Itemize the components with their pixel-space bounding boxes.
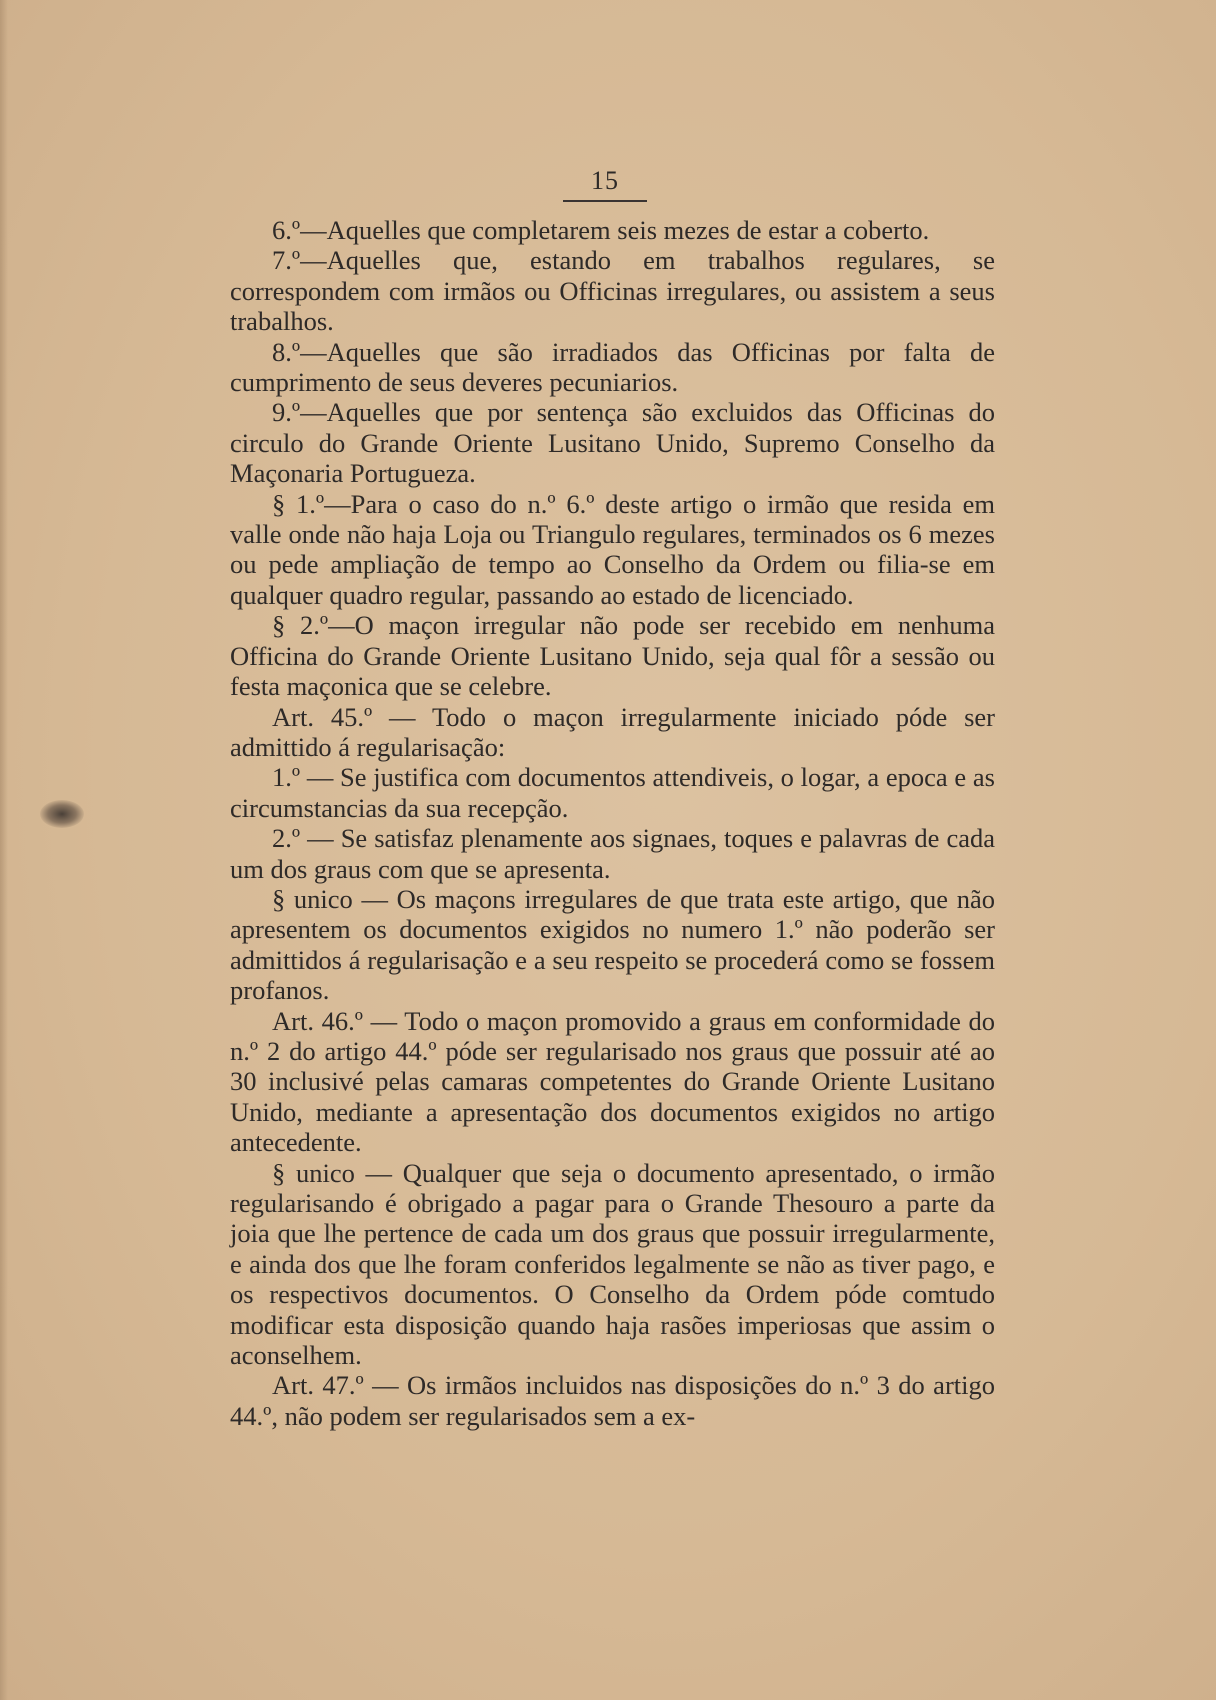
paragraph-item-7: 7.º—Aquelles que, estando em trabalhos regulares, se correspondem com irmãos ou Officinas irregulares, ou assistem a seus trabalhos. bbox=[230, 245, 995, 337]
paragraph-article-47: Art. 47.º — Os irmãos incluidos nas disposições do n.º 3 do artigo 44.º, não podem ser regularisados sem a ex- bbox=[230, 1370, 995, 1431]
page-edge-shadow bbox=[0, 0, 8, 1700]
paragraph-article-45: Art. 45.º — Todo o maçon irregularmente iniciado póde ser admittido á regularisação: bbox=[230, 701, 995, 762]
header-rule bbox=[563, 200, 647, 202]
paragraph-section-2: § 2.º—O maçon irregular não pode ser recebido em nenhuma Officina do Grande Oriente Lusitano Unido, seja qual fôr a sessão ou festa maçonica que se celebre. bbox=[230, 610, 995, 702]
paragraph-item-8: 8.º—Aquelles que são irradiados das Officinas por falta de cumprimento de seus deveres pecuniarios. bbox=[230, 336, 995, 398]
paragraph-section-1: § 1.º—Para o caso do n.º 6.º deste artigo o irmão que resida em valle onde não haja Loja ou Triangulo regulares, terminados os 6 mezes ou pede ampliação de tempo ao Conselho da Ordem ou filia-se em qualquer quadro regular, passando ao estado de licenciado. bbox=[230, 488, 995, 610]
paragraph-art45-item-1: 1.º — Se justifica com documentos attendiveis, o logar, a epoca e as circumstancias da sua recepção. bbox=[230, 762, 995, 823]
paragraph-art46-unico: § unico — Qualquer que seja o documento apresentado, o irmão regularisando é obrigado a pagar para o Grande Thesouro a parte da joia que lhe pertence de cada um dos graus que possuir irregularmente, e ainda dos que lhe foram conferidos legalmente se não as tiver pago, e os respectivos documentos. O Conselho da Ordem póde comtudo modificar esta disposição quando haja rasões imperiosas que assim o aconselhem. bbox=[230, 1157, 995, 1371]
page-header bbox=[560, 166, 650, 202]
paragraph-art45-item-2: 2.º — Se satisfaz plenamente aos signaes, toques e palavras de cada um dos graus com que se apresenta. bbox=[230, 823, 995, 884]
ink-stain bbox=[40, 800, 84, 828]
page-number: 15 bbox=[591, 166, 619, 195]
paragraph-item-6: 6.º—Aquelles que completarem seis mezes de estar a coberto. bbox=[272, 215, 930, 245]
paragraph-art45-unico: § unico — Os maçons irregulares de que trata este artigo, que não apresentem os documentos exigidos no numero 1.º não poderão ser admittidos á regularisação e a seu respeito se procederá como se fossem profanos. bbox=[230, 883, 995, 1006]
paragraph-article-46: Art. 46.º — Todo o maçon promovido a graus em conformidade do n.º 2 do artigo 44.º póde ser regularisado nos graus que possuir até ao 30 inclusivé pelas camaras competentes do Grande Oriente Lusitano Unido, mediante a apresentação dos documentos exigidos no artigo antecedente. bbox=[230, 1005, 995, 1158]
body-text bbox=[230, 215, 995, 1431]
paragraph-item-9: 9.º—Aquelles que por sentença são excluidos das Officinas do circulo do Grande Oriente Lusitano Unido, Supremo Conselho da Maçonaria Portugueza. bbox=[230, 397, 995, 489]
